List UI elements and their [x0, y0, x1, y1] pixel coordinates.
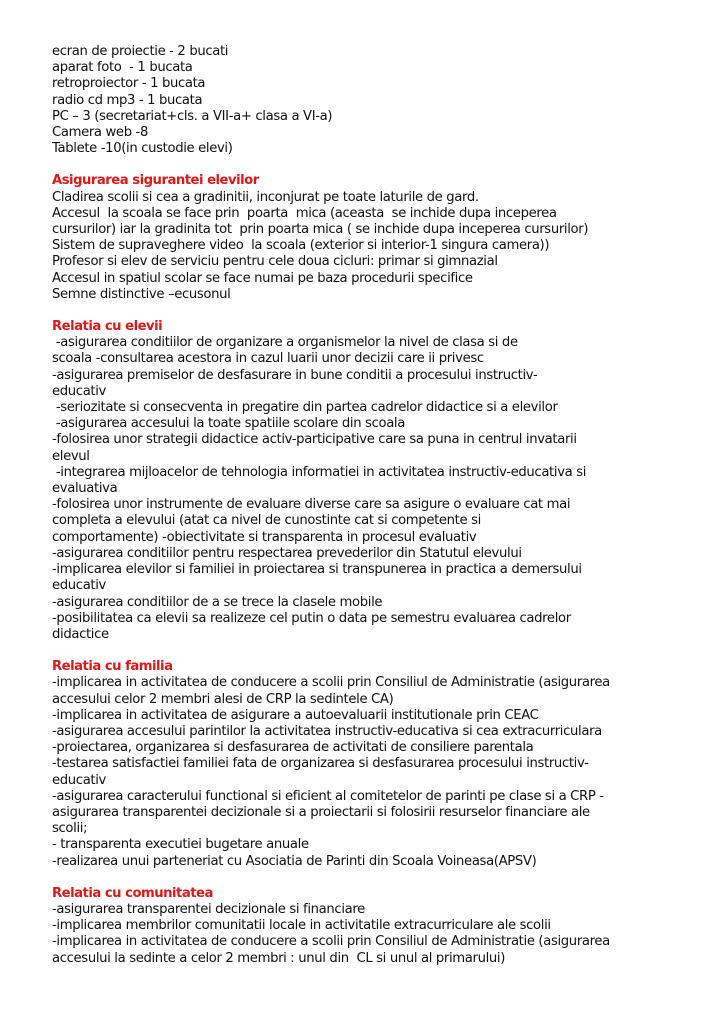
section-line: -folosirea unor instrumente de evaluare diverse care sa asigure o evaluare cat mai	[52, 497, 571, 513]
section-line: -asigurarea conditiilor de organizare a organismelor la nivel de clasa si de	[52, 335, 518, 351]
section-line: Profesor si elev de serviciu pentru cele doua cicluri: primar si gimnazial	[52, 254, 498, 270]
equipment-item: ecran de proiectie - 2 bucati	[52, 44, 229, 59]
section-students-relation	[52, 319, 692, 643]
section-line: -implicarea membrilor comunitatii locale in activitatile extracurriculare ale scolii	[52, 918, 551, 934]
section-line: scoala -consultarea acestora in cazul luarii unor decizii care ii privesc	[52, 351, 484, 367]
section-line: comportamente) -obiectivitate si transparenta in procesul evaluativ	[52, 529, 477, 545]
section-line: elevul	[52, 448, 90, 464]
section-line: -implicarea in activitatea de conducere a scolii prin Consiliul de Administratie (asigurarea	[52, 675, 610, 691]
section-line: educativ	[52, 383, 107, 399]
section-line: -implicarea elevilor si familiei in proiectarea si transpunerea in practica a demersului	[52, 562, 582, 578]
section-family-relation	[52, 659, 692, 870]
section-community-relation	[52, 886, 692, 967]
equipment-list	[52, 44, 692, 157]
section-line: educativ	[52, 578, 107, 594]
section-line: -posibilitatea ca elevii sa realizeze cel putin o data pe semestru evaluarea cadrelor	[52, 610, 571, 626]
section-line: evaluativa	[52, 481, 118, 497]
section-line: -asigurarea conditiilor pentru respectarea prevederilor din Statutul elevului	[52, 545, 522, 561]
section-heading: Relatia cu elevii	[52, 319, 163, 335]
section-heading: Relatia cu familia	[52, 659, 173, 675]
equipment-item: retroproiector - 1 bucata	[52, 76, 206, 92]
equipment-item: Camera web -8	[52, 125, 149, 141]
section-line: -seriozitate si consecventa in pregatire din partea cadrelor didactice si a elevilor	[52, 400, 558, 416]
section-heading: Relatia cu comunitatea	[52, 885, 213, 901]
equipment-item: PC – 3 (secretariat+cls. a VII-a+ clasa a VI-a)	[52, 108, 333, 124]
section-line: -asigurarea conditiilor de a se trece la clasele mobile	[52, 594, 383, 610]
equipment-item: radio cd mp3 - 1 bucata	[52, 92, 203, 108]
section-line: scolii;	[52, 821, 88, 837]
section-line: -asigurarea caracterului functional si eficient al comitetelor de parinti pe clase si a CRP -	[52, 788, 604, 804]
section-line: didactice	[52, 626, 109, 642]
section-line: accesului la sedinte a celor 2 membri : unul din CL si unul al primarului)	[52, 950, 506, 966]
section-line: accesului celor 2 membri alesi de CRP la sedintele CA)	[52, 691, 394, 707]
section-heading: Asigurarea sigurantei elevilor	[52, 173, 259, 189]
section-line: cursurilor) iar la gradinita tot prin poarta mica ( se inchide dupa inceperea cursurilor)	[52, 222, 589, 238]
section-line: -implicarea in activitatea de conducere a scolii prin Consiliul de Administratie (asigurarea	[52, 934, 610, 950]
section-line: asigurarea transparentei decizionale si a proiectarii si folosirii resurselor financiare ale	[52, 804, 590, 820]
section-line: -folosirea unor strategii didactice activ-participative care sa puna in centrul invatarii	[52, 432, 577, 448]
section-line: - transparenta executiei bugetare anuale	[52, 837, 309, 853]
section-line: Accesul in spatiul scolar se face numai pe baza procedurii specifice	[52, 270, 473, 286]
section-line: completa a elevului (atat ca nivel de cunostinte cat si competente si	[52, 513, 481, 529]
section-line: Accesul la scoala se face prin poarta mica (aceasta se inchide dupa inceperea	[52, 205, 557, 221]
section-line: -testarea satisfactiei familiei fata de organizarea si desfasurarea procesului instructiv-	[52, 756, 589, 772]
section-line: -asigurarea premiselor de desfasurare in bune conditii a procesului instructiv-	[52, 367, 538, 383]
section-line: -proiectarea, organizarea si desfasurarea de activitati de consiliere parentala	[52, 740, 534, 756]
document-page	[52, 44, 692, 967]
equipment-item: Tablete -10(in custodie elevi)	[52, 141, 233, 157]
section-line: -asigurarea accesului parintilor la activitatea instructiv-educativa si cea extracurriculara	[52, 723, 602, 739]
section-line: -realizarea unui parteneriat cu Asociatia de Parinti din Scoala Voineasa(APSV)	[52, 853, 537, 869]
section-line: -integrarea mijloacelor de tehnologia informatiei in activitatea instructiv-educativa si	[52, 464, 587, 480]
section-line: -asigurarea accesului la toate spatiile scolare din scoala	[52, 416, 405, 432]
section-line: Sistem de supraveghere video la scoala (exterior si interior-1 singura camera))	[52, 238, 550, 254]
section-line: -implicarea in activitatea de asigurare a autoevaluarii institutionale prin CEAC	[52, 707, 539, 723]
equipment-item: aparat foto - 1 bucata	[52, 60, 193, 76]
section-line: Cladirea scolii si cea a gradinitii, inconjurat pe toate laturile de gard.	[52, 189, 479, 205]
section-line: educativ	[52, 772, 107, 788]
section-student-safety	[52, 173, 692, 303]
section-line: -asigurarea transparentei decizionale si financiare	[52, 901, 365, 917]
section-line: Semne distinctive –ecusonul	[52, 286, 231, 302]
